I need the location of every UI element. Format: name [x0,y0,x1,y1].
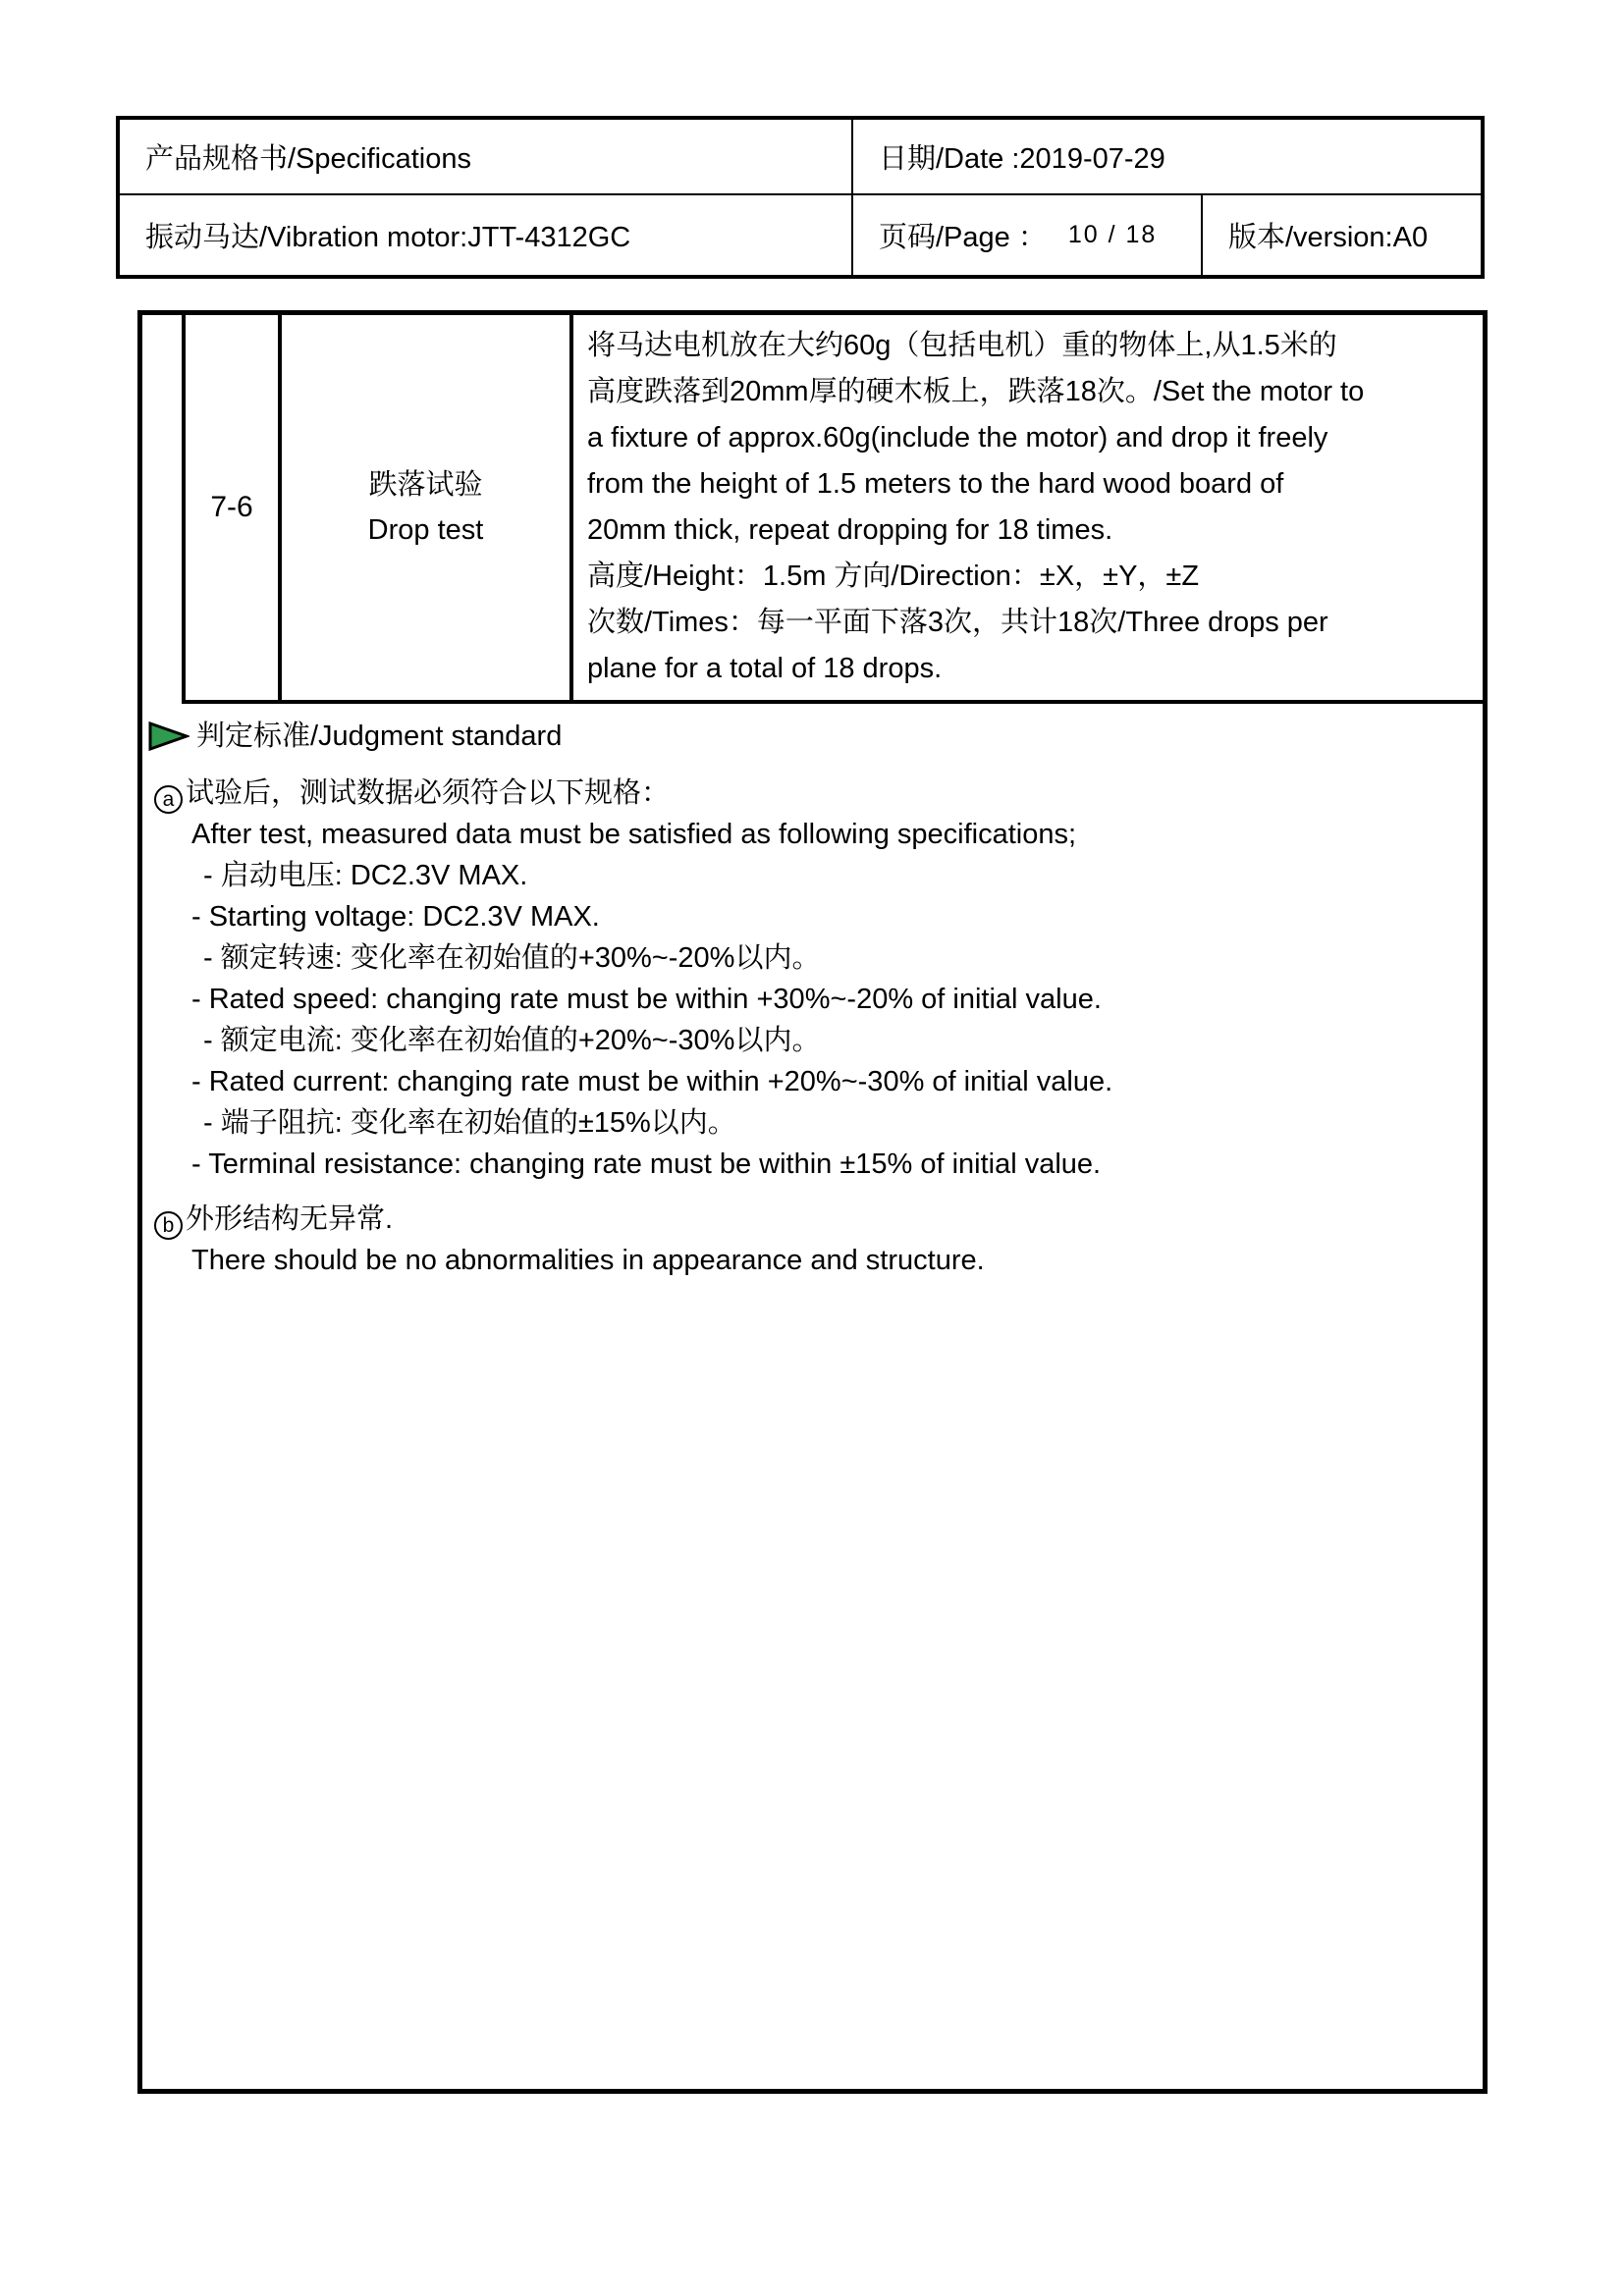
row-index-cell: 7-6 [186,315,282,700]
judgment-item-a-text-en: After test, measured data must be satisfied as following specifications; [191,819,1077,850]
judgment-item-a-text: 试验后，测试数据必须符合以下规格： [186,777,671,809]
page-number-cell [851,195,1201,275]
right-triangle-icon [148,721,189,752]
criterion-rated-speed-en: - Rated speed: changing rate must be within +30%~-20% of initial value. [191,984,1102,1015]
description-line: from the height of 1.5 meters to the hard wood board of [587,468,1284,500]
judgment-standard-section [142,716,1483,1281]
description-line: 20mm thick, repeat dropping for 18 times. [587,514,1113,546]
criterion-rated-current-cn: - 额定电流: 变化率在初始值的+20%~-30%以内。 [203,1025,821,1056]
date-field: 日期/Date :2019-07-29 [851,120,1481,193]
judgment-item-b-text: 外形结构无异常. [186,1203,394,1235]
test-name-cn: 跌落试验 [368,469,483,501]
criterion-starting-voltage-cn: - 启动电压: DC2.3V MAX. [203,860,528,891]
product-name: 振动马达/Vibration motor:JTT-4312GC [145,222,631,253]
spec-table [182,315,1483,704]
criterion-terminal-resistance-en: - Terminal resistance: changing rate must be within ±15% of initial value. [191,1148,1102,1180]
criterion-rated-current-en: - Rated current: changing rate must be within +20%~-30% of initial value. [191,1066,1113,1097]
circled-b-marker: b [154,1211,183,1240]
test-description-cell [573,315,1483,700]
test-name-en: Drop test [367,514,484,546]
criterion-rated-speed-cn: - 额定转速: 变化率在初始值的+30%~-20%以内。 [203,942,821,974]
criterion-starting-voltage-en: - Starting voltage: DC2.3V MAX. [191,901,600,933]
criterion-terminal-resistance-cn: - 端子阻抗: 变化率在初始值的±15%以内。 [203,1107,736,1139]
description-line: 将马达电机放在大约60g（包括电机）重的物体上,从1.5米的 [587,330,1337,361]
judgment-item-b [142,1199,1483,1240]
test-name-cell [282,315,573,700]
judgment-item-b-text-en: There should be no abnormalities in appearance and structure. [191,1245,985,1276]
version-field: 版本/version:A0 [1201,195,1481,275]
spec-title: 产品规格书/Specifications [145,143,471,175]
page-value: 10 / 18 [1067,221,1158,248]
description-line: a fixture of approx.60g(include the motor) and drop it freely [587,422,1328,454]
description-line: 次数/Times：每一平面下落3次，共计18次/Three drops per [587,607,1328,638]
header-table [116,116,1485,279]
page-label: 页码/Page ： [879,222,1047,253]
description-line: 高度/Height：1.5m 方向/Direction：±X，±Y，±Z [587,561,1200,592]
judgment-heading-label: 判定标准/Judgment standard [196,721,563,752]
judgment-item-a [142,773,1483,814]
description-line: 高度跌落到20mm厚的硬木板上，跌落18次。/Set the motor to [587,376,1365,407]
content-frame [137,310,1488,2094]
header-row-2 [120,193,1481,275]
circled-a-marker: a [154,785,183,814]
judgment-heading [142,716,1483,757]
description-line: plane for a total of 18 drops. [587,653,943,684]
header-row-1 [120,120,1481,193]
